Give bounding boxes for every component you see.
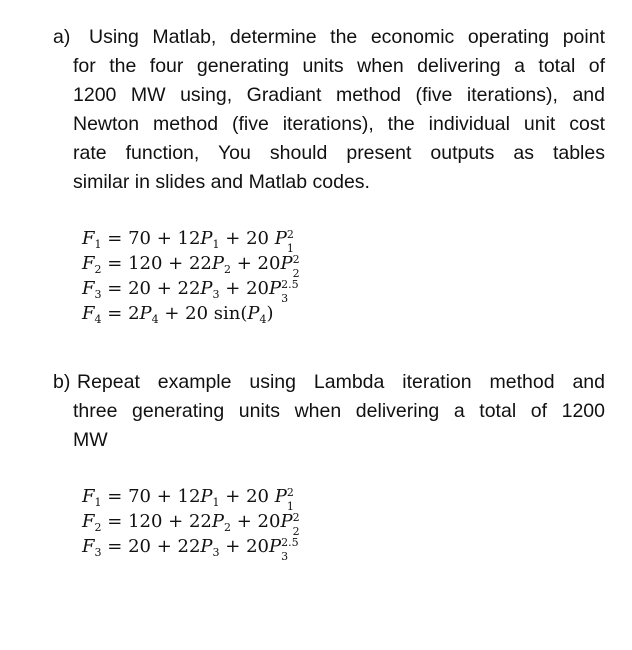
equation-f2: $F_2 = 120 + 22P_2 + 20P$ 2 2: [82, 253, 300, 280]
part-b-line: MW: [73, 429, 108, 451]
equation-f4: $F_4 = 2P_4 + 20$ $\sin(P_4)$: [82, 303, 274, 326]
equation-f2: $F_2 = 120 + 22P_2 + 20P$ 2 2: [82, 511, 300, 538]
part-a-line: Using Matlab, determine the economic operating point: [89, 26, 605, 48]
part-a-line: Newton method (five iterations), the individual unit cost: [73, 113, 605, 135]
part-b-equations: [82, 484, 313, 563]
part-a-line: 1200 MW using, Gradiant method (five iterations), and: [73, 84, 605, 106]
equation-f1: $F_1 = 70 + 12P_1 + 20$ P 2 1: [82, 228, 294, 255]
part-a-equations: [82, 226, 313, 326]
equation-f3: $F_3 = 20 + 22P_3 + 20P$ 2.5 3: [82, 536, 299, 563]
part-a-marker: a): [53, 26, 71, 48]
part-b-line: Repeat example using Lambda iteration method and: [77, 371, 605, 393]
equation-f1: $F_1 = 70 + 12P_1 + 20$ P 2 1: [82, 486, 294, 513]
part-b-marker: b): [53, 371, 71, 393]
equation-f3: $F_3 = 20 + 22P_3 + 20P$ 2.5 3: [82, 278, 299, 305]
part-a-line: for the four generating units when delivering a total of: [73, 55, 605, 77]
part-a-line: rate function, You should present outputs as tables: [73, 142, 605, 164]
part-a-line: similar in slides and Matlab codes.: [73, 171, 370, 193]
part-b-line: three generating units when delivering a total of 1200: [73, 400, 605, 422]
